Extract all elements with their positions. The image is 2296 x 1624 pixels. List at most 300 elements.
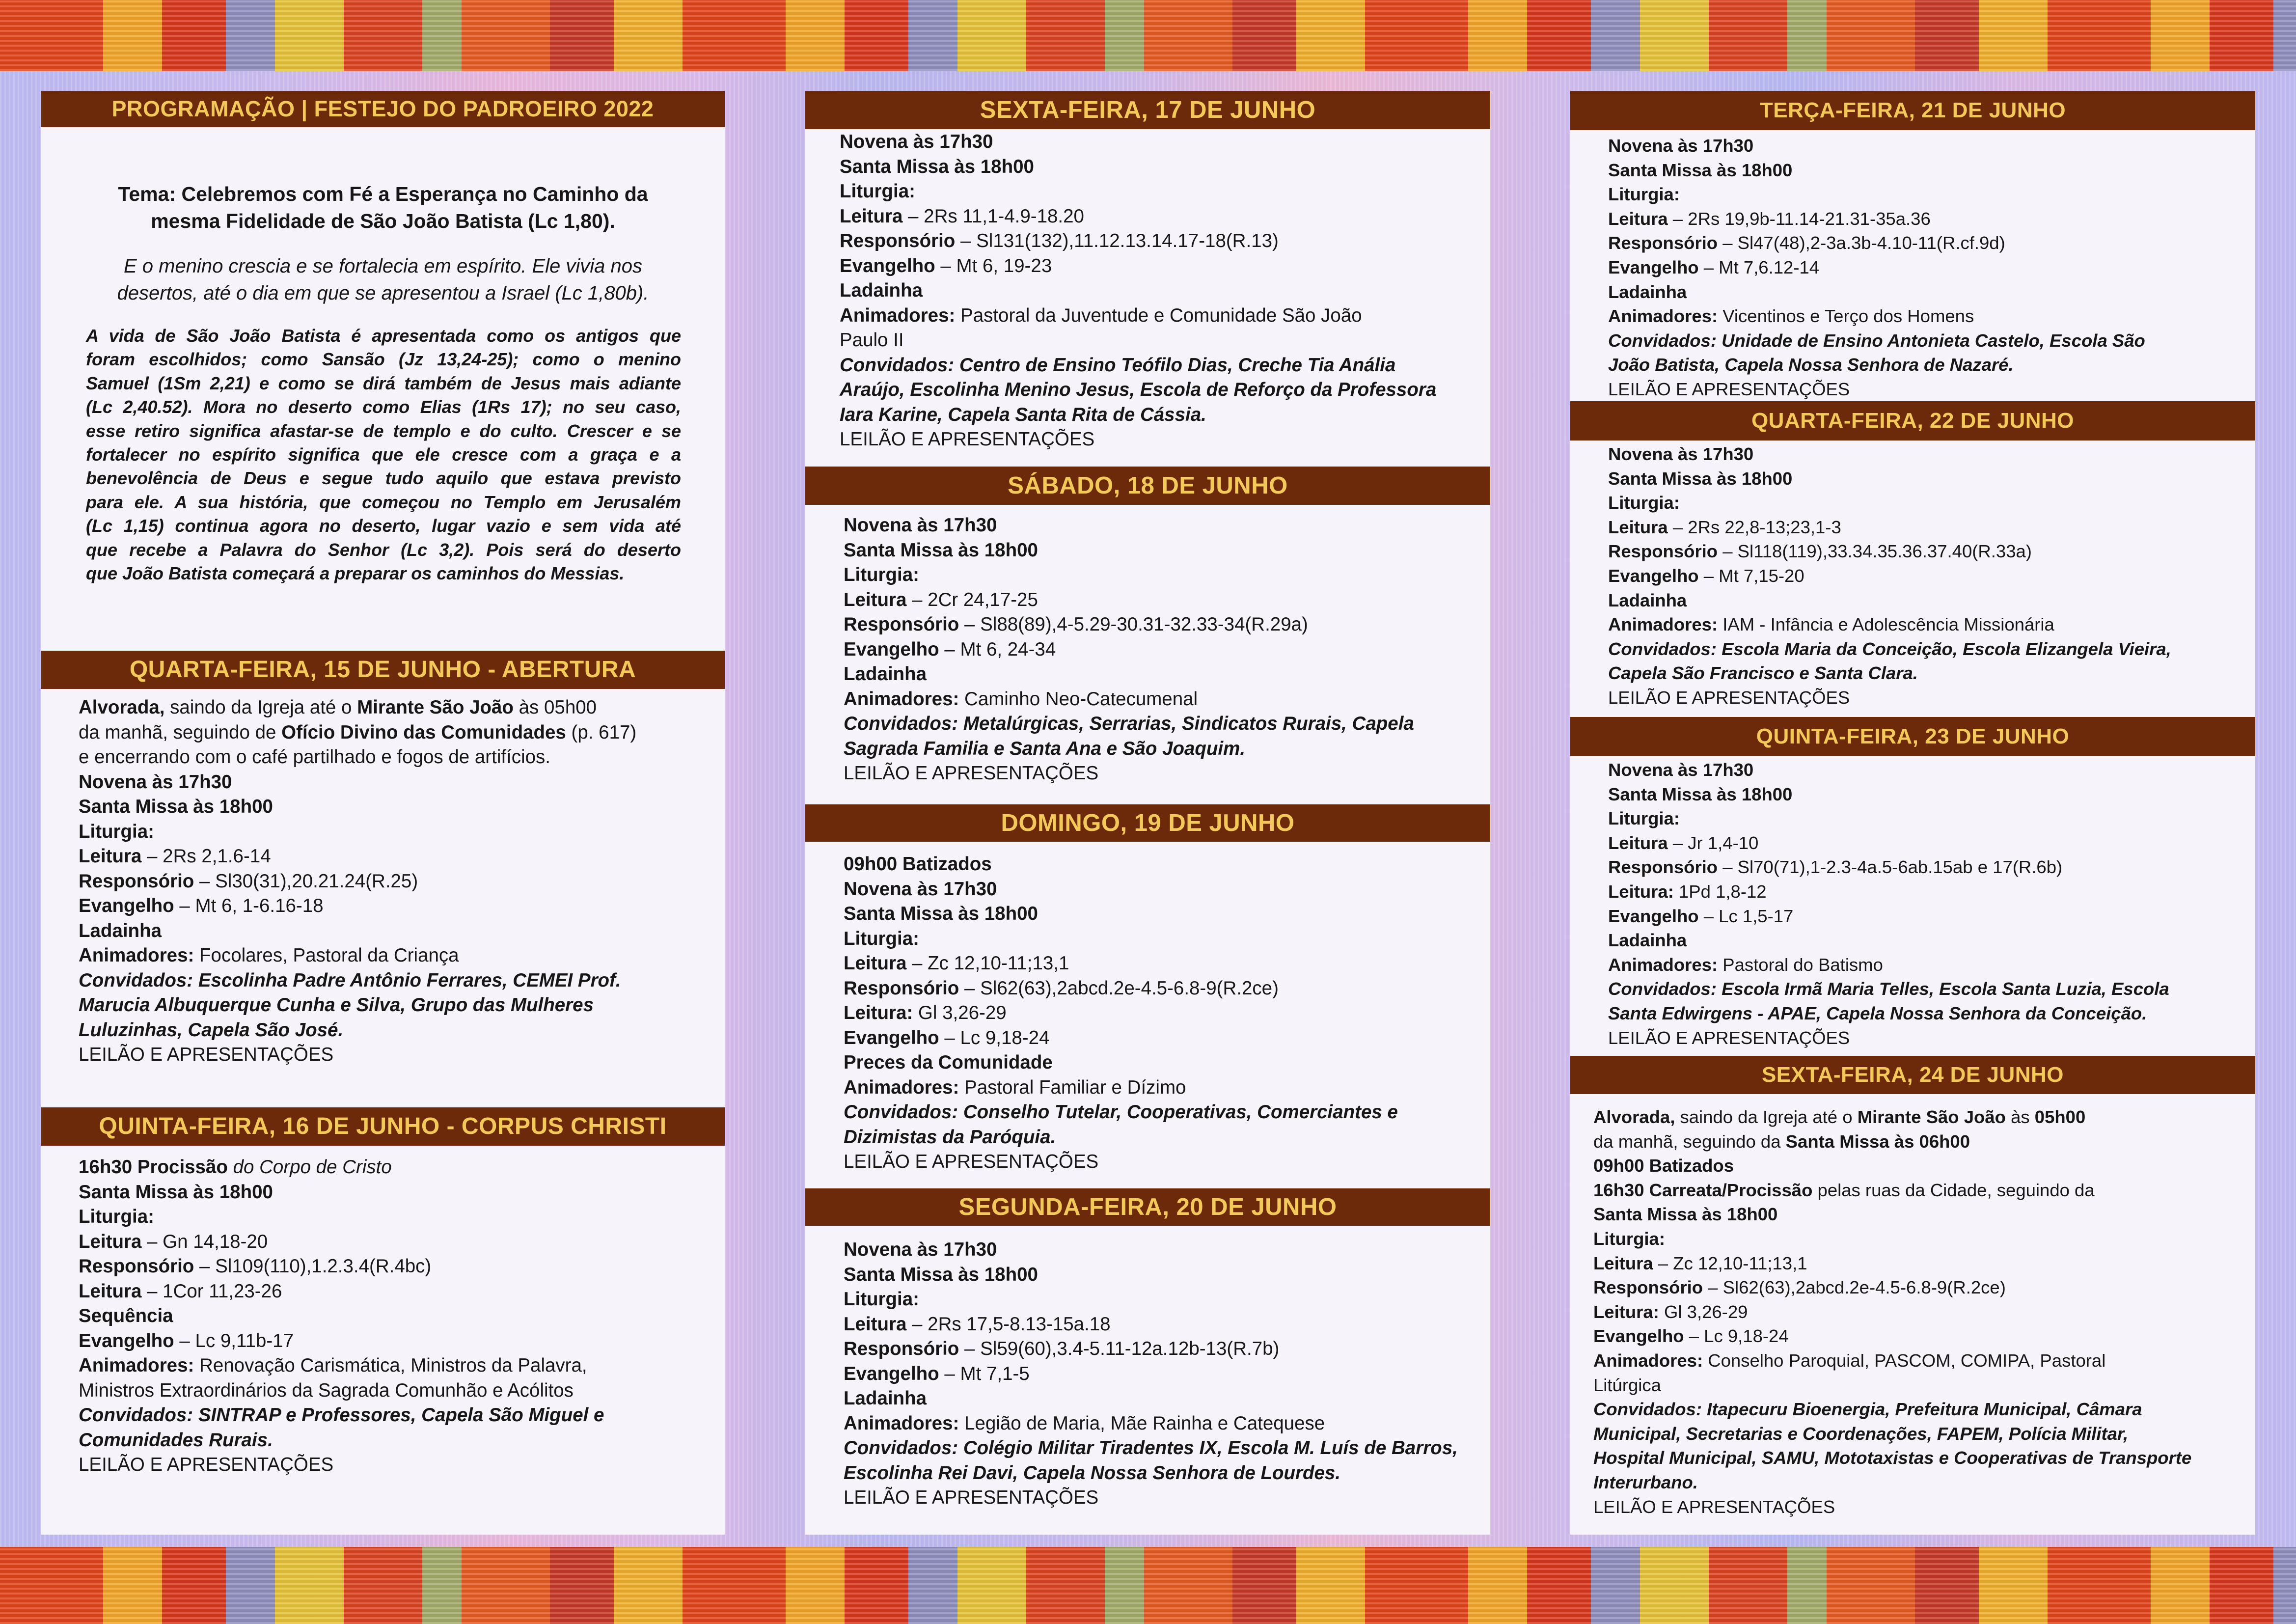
schedule-line	[79, 1403, 604, 1428]
schedule-line	[1608, 1001, 2169, 1026]
value-text: – Mt 7,1-5	[939, 1363, 1030, 1384]
value-text: LEILÃO E APRESENTAÇÕES	[844, 763, 1099, 784]
label-text: Leitura	[79, 846, 142, 867]
label-text: Responsório	[1593, 1277, 1703, 1298]
intro-line: A vida de São João Batista é apresentada como os antigos que	[86, 326, 681, 346]
decorative-fabric-border-bottom	[0, 1547, 2296, 1624]
schedule-line	[1593, 1251, 2191, 1276]
label-text: Santa Missa às 06h00	[1785, 1131, 1970, 1152]
schedule-line	[1608, 442, 2171, 467]
schedule-line	[1608, 588, 2171, 613]
label-text: Novena às 17h30	[844, 515, 997, 536]
value-text: Conselho Paroquial, PASCOM, COMIPA, Pastoral	[1703, 1350, 2106, 1371]
day-heading-22: QUARTA-FEIRA, 22 DE JUNHO	[1570, 401, 2255, 440]
schedule-line	[844, 1100, 1398, 1125]
label-text: Liturgia:	[1608, 493, 1680, 513]
day-heading-16: QUINTA-FEIRA, 16 DE JUNHO - CORPUS CHRISTI	[41, 1107, 725, 1146]
value-text: do Corpo de Cristo	[227, 1156, 392, 1178]
schedule-line	[844, 1238, 1458, 1263]
intro-line: fortalecer no espírito significa que ele cresce com a graça e a	[86, 444, 681, 465]
schedule-line	[1608, 564, 2171, 588]
schedule-line	[79, 1018, 636, 1043]
value-text: LEILÃO E APRESENTAÇÕES	[1608, 687, 1850, 708]
schedule-line	[1608, 758, 2169, 782]
schedule-line	[1593, 1349, 2191, 1373]
schedule-line	[1608, 134, 2145, 158]
schedule-line	[844, 1125, 1398, 1150]
label-text: Animadores:	[1608, 954, 1718, 975]
label-text: Ladainha	[1608, 930, 1687, 951]
value-text: LEILÃO E APRESENTAÇÕES	[844, 1487, 1099, 1508]
schedule-line	[844, 1263, 1458, 1288]
schedule-line	[1593, 1373, 2191, 1398]
schedule-line	[844, 1075, 1398, 1101]
label-text: Ladainha	[840, 280, 923, 301]
value-text: saindo da Igreja até o	[1675, 1107, 1858, 1127]
schedule-line	[840, 155, 1436, 180]
label-text: Responsório	[79, 1256, 194, 1277]
label-text: 16h30 Procissão	[79, 1156, 228, 1178]
schedule-line	[844, 1001, 1398, 1026]
schedule-line	[844, 852, 1398, 877]
schedule-line	[840, 427, 1436, 452]
value-text: – Mt 6, 1-6.16-18	[174, 895, 324, 916]
intro-line: Samuel (1Sm 2,21) e como se dirá também de Jesus mais adiante	[86, 373, 681, 393]
day-schedule-22	[1608, 442, 2171, 710]
label-text: Santa Missa às 18h00	[844, 903, 1038, 924]
value-text: Gl 3,26-29	[1659, 1301, 1748, 1322]
value-text: Focolares, Pastoral da Criança	[194, 945, 459, 966]
day-schedule-19	[844, 852, 1398, 1175]
value-text: – Sl62(63),2abcd.2e-4.5-6.8-9(R.2ce)	[1703, 1277, 2006, 1298]
schedule-line	[840, 403, 1436, 428]
value-text: – Sl62(63),2abcd.2e-4.5-6.8-9(R.2ce)	[959, 977, 1279, 999]
label-text: Liturgia:	[79, 821, 154, 842]
schedule-line	[79, 1043, 636, 1068]
value-text: – Lc 1,5-17	[1698, 906, 1794, 926]
label-text: Evangelho	[1608, 906, 1699, 926]
schedule-line	[1608, 782, 2169, 807]
schedule-line	[1593, 1495, 2191, 1519]
value-text: – Sl131(132),11.12.13.14.17-18(R.13)	[955, 230, 1279, 251]
label-text: Liturgia:	[844, 1289, 919, 1310]
day-heading-21: TERÇA-FEIRA, 21 DE JUNHO	[1570, 91, 2255, 130]
schedule-line	[79, 844, 636, 869]
schedule-line	[79, 1329, 604, 1354]
intro-paragraph	[86, 324, 681, 585]
label-text: 09h00 Batizados	[1593, 1156, 1734, 1176]
schedule-line	[79, 1230, 604, 1255]
guests-text: Santa Edwirgens - APAE, Capela Nossa Senhora da Conceição.	[1608, 1003, 2147, 1023]
schedule-line	[840, 353, 1436, 378]
value-text: Pastoral Familiar e Dízimo	[959, 1076, 1186, 1098]
value-text: – 2Rs 22,8-13;23,1-3	[1667, 517, 1841, 537]
value-text: – Sl109(110),1.2.3.4(R.4bc)	[194, 1256, 432, 1277]
label-text: Sequência	[79, 1305, 173, 1326]
schedule-line	[1608, 353, 2145, 377]
schedule-line	[1608, 231, 2145, 255]
label-text: Ladainha	[844, 1388, 927, 1409]
label-text: Novena às 17h30	[1608, 444, 1754, 464]
schedule-line	[844, 1386, 1458, 1411]
schedule-line	[79, 919, 636, 944]
label-text: Preces da Comunidade	[844, 1052, 1053, 1073]
guests-text: Convidados: Colégio Militar Tiradentes IX, Escola M. Luís de Barros,	[844, 1437, 1458, 1459]
guests-text: Comunidades Rurais.	[79, 1429, 273, 1451]
guests-text: Convidados: Conselho Tutelar, Cooperativas, Comerciantes e	[844, 1101, 1398, 1123]
schedule-line	[79, 1279, 604, 1304]
label-text: Liturgia:	[79, 1206, 154, 1227]
guests-text: João Batista, Capela Nossa Senhora de Nazaré.	[1608, 355, 2014, 375]
label-text: Evangelho	[844, 1027, 939, 1048]
value-text: LEILÃO E APRESENTAÇÕES	[1608, 379, 1850, 399]
label-text: Evangelho	[79, 895, 174, 916]
value-text: LEILÃO E APRESENTAÇÕES	[79, 1454, 334, 1475]
value-text: – Mt 6, 19-23	[935, 255, 1052, 276]
label-text: Liturgia:	[844, 564, 919, 585]
schedule-line	[844, 1411, 1458, 1436]
schedule-line	[1608, 928, 2169, 953]
label-text: Ofício Divino das Comunidades	[281, 721, 566, 743]
label-text: Animadores:	[844, 1412, 959, 1434]
label-text: Santa Missa às 18h00	[1608, 468, 1793, 489]
value-text: Legião de Maria, Mãe Rainha e Catequese	[959, 1412, 1325, 1434]
label-text: Novena às 17h30	[1608, 136, 1754, 156]
label-text: Animadores:	[844, 1076, 959, 1098]
value-text: LEILÃO E APRESENTAÇÕES	[79, 1044, 334, 1065]
value-text: – Mt 7,15-20	[1698, 565, 1804, 586]
schedule-line	[79, 1205, 604, 1230]
value-text: Pastoral da Juventude e Comunidade São João	[955, 304, 1362, 326]
value-text: LEILÃO E APRESENTAÇÕES	[1593, 1496, 1835, 1517]
day-heading-15: QUARTA-FEIRA, 15 DE JUNHO - ABERTURA	[41, 651, 725, 689]
label-text: Leitura:	[844, 1002, 913, 1023]
value-text: pelas ruas da Cidade, seguindo da	[1812, 1180, 2095, 1200]
guests-text: Interurbano.	[1593, 1472, 1698, 1492]
label-text: Liturgia:	[1593, 1228, 1665, 1249]
label-text: Santa Missa às 18h00	[79, 1181, 273, 1203]
label-text: Responsório	[1608, 541, 1718, 562]
schedule-line	[79, 695, 636, 720]
schedule-line	[844, 927, 1398, 952]
schedule-line	[844, 662, 1414, 687]
label-text: Novena às 17h30	[1608, 760, 1754, 780]
day-schedule-16	[79, 1155, 604, 1478]
label-text: Leitura	[840, 205, 903, 227]
schedule-line	[79, 1353, 604, 1378]
value-text: 1Pd 1,8-12	[1673, 881, 1767, 902]
label-text: Mirante São João	[1857, 1107, 2006, 1127]
label-text: Liturgia:	[1608, 808, 1680, 829]
label-text: Santa Missa às 18h00	[1608, 160, 1793, 180]
guests-text: Hospital Municipal, SAMU, Mototaxistas e Cooperativas de Transporte	[1593, 1448, 2192, 1468]
guests-text: Capela São Francisco e Santa Clara.	[1608, 663, 1918, 684]
schedule-line	[1593, 1275, 2191, 1300]
day-schedule-15	[79, 695, 636, 1068]
schedule-line	[844, 976, 1398, 1001]
label-text: Animadores:	[79, 945, 194, 966]
guests-text: Iara Karine, Capela Santa Rita de Cássia.	[840, 404, 1206, 425]
schedule-line	[79, 1254, 604, 1279]
value-text: – Sl47(48),2-3a.3b-4.10-11(R.cf.9d)	[1718, 233, 2005, 253]
label-text: Ladainha	[1608, 590, 1687, 610]
value-text: Pastoral do Batismo	[1718, 954, 1883, 975]
verse-line: E o menino crescia e se fortalecia em espírito. Ele vivia nos	[123, 255, 643, 277]
schedule-line	[1593, 1397, 2191, 1422]
value-text: e encerrando com o café partilhado e fogos de artifícios.	[79, 746, 550, 768]
schedule-line	[1608, 686, 2171, 710]
intro-line: (Lc 1,15) continua agora no deserto, lugar vazio e sem vida até	[86, 516, 681, 536]
schedule-line	[79, 1180, 604, 1205]
schedule-line	[79, 745, 636, 770]
guests-text: Luluzinhas, Capela São José.	[79, 1019, 344, 1041]
label-text: Ladainha	[844, 663, 927, 685]
label-text: Santa Missa às 18h00	[1593, 1204, 1778, 1225]
value-text: – Lc 9,11b-17	[174, 1330, 294, 1351]
schedule-line	[844, 1287, 1458, 1312]
schedule-line	[844, 1486, 1458, 1511]
schedule-line	[844, 1150, 1398, 1175]
schedule-line	[844, 712, 1414, 737]
value-text: – Mt 6, 24-34	[939, 638, 1056, 660]
intro-line: que João Batista começará a preparar os caminhos do Messias.	[86, 563, 625, 584]
schedule-line	[79, 720, 636, 745]
schedule-line	[844, 1026, 1398, 1051]
day-schedule-24	[1593, 1105, 2191, 1519]
value-text: – Zc 12,10-11;13,1	[1653, 1253, 1807, 1273]
value-text: às	[2005, 1107, 2035, 1127]
schedule-line	[844, 513, 1414, 538]
day-schedule-23	[1608, 758, 2169, 1050]
value-text: Litúrgica	[1593, 1375, 1661, 1395]
guests-text: Convidados: Metalúrgicas, Serrarias, Sindicatos Rurais, Capela	[844, 713, 1414, 734]
theme-line: Tema: Celebremos com Fé a Esperança no Caminho da	[118, 183, 648, 205]
label-text: Santa Missa às 18h00	[844, 539, 1038, 561]
schedule-line	[1593, 1105, 2191, 1129]
value-text: – Mt 7,6.12-14	[1698, 257, 1820, 277]
value-text: – Gn 14,18-20	[141, 1231, 268, 1252]
value-text: da manhã, seguindo de	[79, 721, 282, 743]
value-text: – Sl118(119),33.34.35.36.37.40(R.33a)	[1718, 541, 2032, 562]
day-heading-17: SEXTA-FEIRA, 17 DE JUNHO	[805, 91, 1490, 129]
label-text: Responsório	[844, 977, 959, 999]
schedule-line	[79, 1378, 604, 1404]
label-text: Responsório	[840, 230, 956, 251]
schedule-line	[1608, 280, 2145, 304]
schedule-line	[840, 328, 1436, 353]
value-text: – Jr 1,4-10	[1667, 832, 1759, 853]
value-text: – Zc 12,10-11;13,1	[906, 953, 1069, 974]
schedule-line	[844, 1436, 1458, 1461]
schedule-line	[1593, 1422, 2191, 1446]
label-text: Novena às 17h30	[844, 878, 997, 900]
label-text: Responsório	[79, 870, 194, 892]
intro-line: (Lc 2,40.52). Mora no deserto como Elias (1Rs 17); no seu caso,	[86, 397, 681, 417]
label-text: Animadores:	[1608, 306, 1718, 327]
schedule-line	[1608, 158, 2145, 183]
schedule-line	[1608, 539, 2171, 564]
schedule-line	[79, 1304, 604, 1329]
value-text: – 2Cr 24,17-25	[906, 589, 1038, 610]
schedule-line	[1593, 1129, 2191, 1154]
schedule-line	[844, 687, 1414, 712]
intro-line: que recebe a Palavra do Senhor (Lc 3,2). Pois será do deserto	[86, 539, 681, 560]
label-text: Leitura	[1593, 1253, 1653, 1273]
intro-line: foram escolhidos; como Sansão (Jz 13,24-25); como o menino	[86, 349, 681, 370]
label-text: Evangelho	[1593, 1326, 1684, 1347]
schedule-line	[1608, 1026, 2169, 1050]
schedule-line	[840, 378, 1436, 403]
schedule-line	[1608, 880, 2169, 904]
label-text: 05h00	[2034, 1107, 2086, 1127]
label-text: Alvorada,	[79, 697, 165, 718]
schedule-line	[1593, 1202, 2191, 1227]
guests-text: Sagrada Familia e Santa Ana e São Joaquim.	[844, 738, 1246, 759]
schedule-line	[79, 1155, 604, 1180]
label-text: Responsório	[844, 614, 959, 635]
schedule-line	[79, 1453, 604, 1478]
schedule-line	[1608, 855, 2169, 880]
value-text: IAM - Infância e Adolescência Missionária	[1718, 614, 2054, 635]
value-text: – 2Rs 11,1-4.9-18.20	[902, 205, 1084, 227]
schedule-line	[1593, 1324, 2191, 1349]
schedule-line	[79, 820, 636, 845]
schedule-line	[1593, 1227, 2191, 1251]
schedule-line	[844, 902, 1398, 927]
schedule-line	[1608, 329, 2145, 353]
schedule-line	[844, 588, 1414, 613]
label-text: Animadores:	[844, 688, 959, 710]
guests-text: Convidados: SINTRAP e Professores, Capela São Miguel e	[79, 1404, 604, 1426]
intro-line: para ele. A sua história, que começou no Templo em Jerusalém	[86, 492, 681, 512]
label-text: Evangelho	[1608, 257, 1699, 277]
label-text: Leitura	[1608, 517, 1668, 537]
day-heading-24: SEXTA-FEIRA, 24 DE JUNHO	[1570, 1056, 2255, 1094]
day-heading-18: SÁBADO, 18 DE JUNHO	[805, 467, 1490, 505]
schedule-line	[79, 894, 636, 919]
label-text: 16h30 Carreata/Procissão	[1593, 1180, 1813, 1200]
day-schedule-18	[844, 513, 1414, 786]
schedule-line	[79, 968, 636, 993]
label-text: Novena às 17h30	[844, 1239, 997, 1260]
value-text: da manhã, seguindo da	[1593, 1131, 1786, 1152]
value-text: Renovação Carismática, Ministros da Palavra,	[194, 1355, 587, 1376]
label-text: Animadores:	[1608, 614, 1718, 635]
intro-line: benevolência de Deus e segue tudo aquilo que estava previsto	[86, 468, 681, 489]
value-text: LEILÃO E APRESENTAÇÕES	[1608, 1027, 1850, 1048]
schedule-line	[1593, 1446, 2191, 1470]
schedule-line	[1593, 1154, 2191, 1178]
schedule-line	[844, 1337, 1458, 1362]
label-text: Ladainha	[79, 920, 162, 941]
label-text: Animadores:	[840, 304, 956, 326]
value-text: LEILÃO E APRESENTAÇÕES	[844, 1151, 1099, 1172]
label-text: Responsório	[844, 1338, 959, 1359]
schedule-line	[79, 993, 636, 1018]
label-text: Leitura	[79, 1280, 142, 1302]
label-text: Mirante São João	[357, 697, 514, 718]
value-text: – Sl59(60),3.4-5.11-12a.12b-13(R.7b)	[959, 1338, 1280, 1359]
label-text: Santa Missa às 18h00	[79, 796, 273, 817]
value-text: Caminho Neo-Catecumenal	[959, 688, 1198, 710]
guests-text: Escolinha Rei Davi, Capela Nossa Senhora de Lourdes.	[844, 1462, 1341, 1484]
guests-text: Convidados: Itapecuru Bioenergia, Prefeitura Municipal, Câmara	[1593, 1399, 2142, 1420]
guests-text: Convidados: Escolinha Padre Antônio Ferrares, CEMEI Prof.	[79, 969, 621, 991]
day-heading-23: QUINTA-FEIRA, 23 DE JUNHO	[1570, 717, 2255, 756]
label-text: Leitura:	[1593, 1301, 1659, 1322]
value-text: – 2Rs 2,1.6-14	[141, 846, 271, 867]
label-text: Leitura	[1608, 832, 1668, 853]
label-text: Responsório	[1608, 857, 1718, 878]
label-text: Evangelho	[1608, 565, 1699, 586]
schedule-line	[1608, 977, 2169, 1001]
guests-text: Convidados: Centro de Ensino Teófilo Dias, Creche Tia Anália	[840, 354, 1396, 376]
schedule-line	[840, 130, 1436, 155]
schedule-line	[844, 637, 1414, 662]
schedule-line	[1608, 467, 2171, 491]
label-text: Liturgia:	[1608, 184, 1680, 205]
value-text: – 2Rs 19,9b-11.14-21.31-35a.36	[1667, 208, 1931, 229]
label-text: Evangelho	[844, 638, 939, 660]
label-text: Evangelho	[840, 255, 935, 276]
schedule-line	[844, 563, 1414, 588]
guests-text: Convidados: Escola Maria da Conceição, Escola Elizangela Vieira,	[1608, 638, 2171, 659]
schedule-line	[840, 179, 1436, 204]
schedule-line	[844, 1312, 1458, 1337]
schedule-line	[1608, 207, 2145, 231]
schedule-line	[79, 1428, 604, 1453]
schedule-line	[1608, 904, 2169, 929]
schedule-line	[840, 303, 1436, 329]
value-text: Vicentinos e Terço dos Homens	[1718, 306, 1974, 327]
schedule-line	[79, 943, 636, 968]
value-text: Ministros Extraordinários da Sagrada Comunhão e Acólitos	[79, 1379, 574, 1401]
value-text: – Lc 9,18-24	[1684, 1326, 1789, 1347]
label-text: Novena às 17h30	[840, 131, 993, 152]
bible-verse	[79, 253, 687, 307]
schedule-line	[840, 204, 1436, 229]
label-text: Leitura	[79, 1231, 142, 1252]
programme-title: PROGRAMAÇÃO | FESTEJO DO PADROEIRO 2022	[41, 91, 725, 127]
label-text: Evangelho	[79, 1330, 174, 1351]
label-text: Leitura	[1608, 208, 1668, 229]
day-schedule-17	[840, 130, 1436, 452]
schedule-line	[1608, 612, 2171, 637]
label-text: Leitura:	[1608, 881, 1674, 902]
schedule-line	[844, 1461, 1458, 1486]
label-text: Leitura	[844, 953, 907, 974]
value-text: às 05h00	[513, 697, 597, 718]
label-text: Liturgia:	[844, 928, 919, 949]
label-text: Animadores:	[1593, 1350, 1703, 1371]
label-text: Santa Missa às 18h00	[1608, 784, 1793, 804]
value-text: – Sl70(71),1-2.3-4a.5-6ab.15ab e 17(R.6b)	[1718, 857, 2063, 878]
guests-text: Dizimistas da Paróquia.	[844, 1126, 1056, 1148]
day-schedule-21	[1608, 134, 2145, 402]
schedule-line	[1608, 831, 2169, 855]
guests-text: Convidados: Escola Irmã Maria Telles, Escola Santa Luzia, Escola	[1608, 979, 2169, 999]
schedule-line	[1608, 255, 2145, 280]
value-text: (p. 617)	[566, 721, 637, 743]
decorative-fabric-border-top	[0, 0, 2296, 71]
schedule-line	[844, 737, 1414, 762]
schedule-line	[844, 951, 1398, 976]
label-text: Santa Missa às 18h00	[840, 156, 1034, 177]
value-text: Paulo II	[840, 330, 904, 351]
verse-line: desertos, até o dia em que se apresentou a Israel (Lc 1,80b).	[117, 282, 649, 304]
guests-text: Marucia Albuquerque Cunha e Silva, Grupo das Mulheres	[79, 994, 594, 1016]
schedule-line	[844, 612, 1414, 637]
